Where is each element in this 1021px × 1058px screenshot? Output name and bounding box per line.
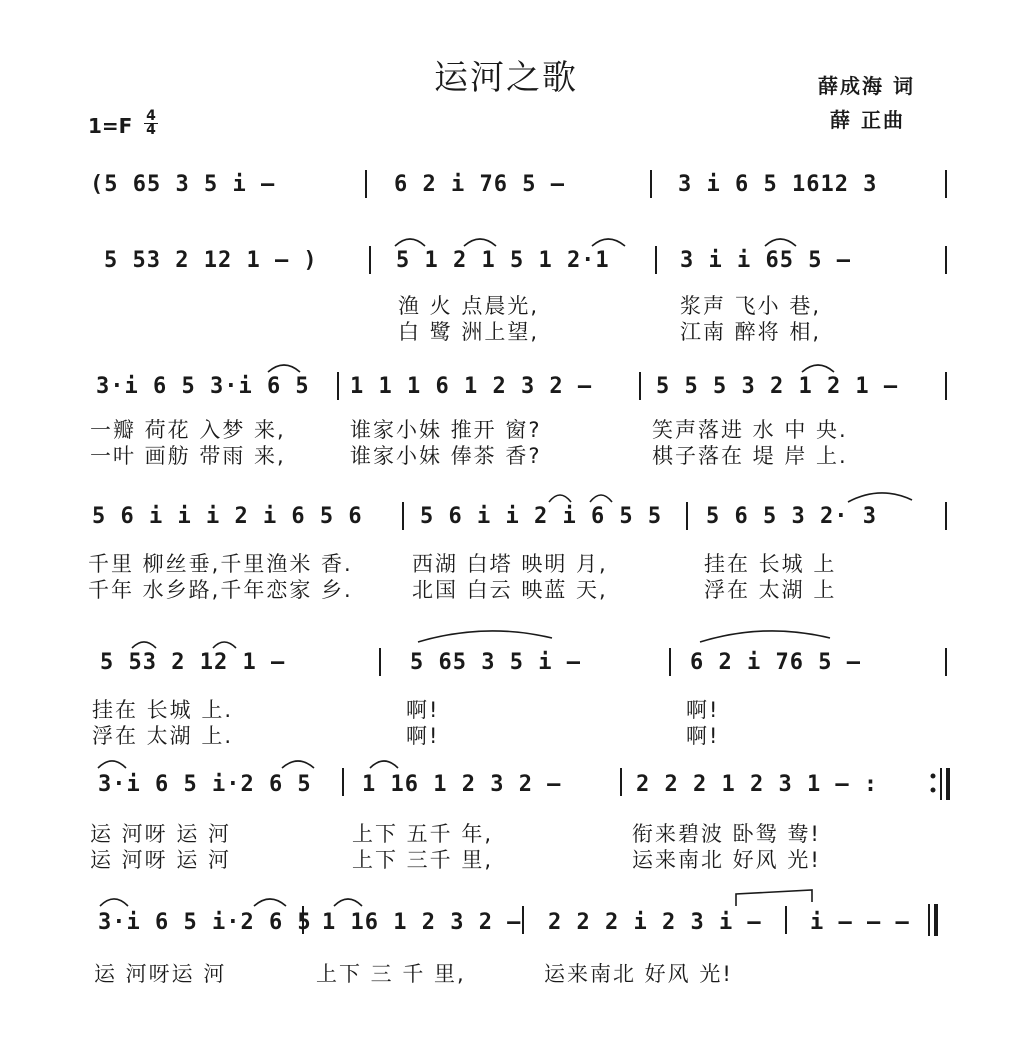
key-signature: 1=F bbox=[88, 114, 133, 138]
bracket bbox=[736, 890, 812, 906]
measure: 5 53 2 12 1 – bbox=[100, 650, 286, 675]
lyric: 一叶 画舫 带雨 来, bbox=[90, 444, 286, 468]
measure: 3·i 6 5 i·2 6 5 bbox=[98, 772, 312, 797]
tie bbox=[590, 495, 612, 502]
tie bbox=[464, 239, 496, 246]
lyric: 谁家小妹 俸茶 香? bbox=[350, 444, 542, 468]
measure: 5 1 2 1 5 1 2·1 bbox=[396, 248, 610, 273]
lyric: 运 河呀运 河 bbox=[94, 962, 227, 986]
lyric: 啊! bbox=[406, 724, 440, 748]
lyric: 挂在 长城 上 bbox=[704, 552, 837, 576]
lyric: 一瓣 荷花 入梦 来, bbox=[90, 418, 286, 442]
lyric: 千里 柳丝垂,千里渔米 香. bbox=[88, 552, 353, 576]
measure: 3 i i 65 5 – bbox=[680, 248, 851, 273]
lyric: 上下 五千 年, bbox=[352, 822, 494, 846]
composer-credit: 薛 正曲 bbox=[830, 108, 905, 132]
repeat-dot bbox=[931, 774, 936, 779]
tie bbox=[254, 899, 286, 906]
measure: 5 5 5 3 2 1 2 1 – bbox=[656, 374, 899, 399]
lyric: 上下 三 千 里, bbox=[316, 962, 466, 986]
tie bbox=[395, 239, 425, 246]
tie bbox=[282, 761, 314, 768]
lyric: 运 河呀 运 河 bbox=[90, 848, 232, 872]
lyric: 啊! bbox=[406, 698, 440, 722]
tie bbox=[132, 642, 156, 648]
measure: i – – – bbox=[810, 910, 910, 935]
measure: 3·i 6 5 i·2 6 5 bbox=[98, 910, 312, 935]
tie bbox=[848, 493, 912, 502]
tie bbox=[268, 365, 300, 372]
lyric: 西湖 白塔 映明 月, bbox=[412, 552, 608, 576]
measure: 6 2 i 76 5 – bbox=[690, 650, 861, 675]
tie bbox=[765, 239, 796, 246]
lyric: 浮在 太湖 上. bbox=[92, 724, 234, 748]
measure: (5 65 3 5 i – bbox=[90, 172, 276, 197]
measure: 1 16 1 2 3 2 – bbox=[362, 772, 562, 797]
tie bbox=[370, 761, 398, 768]
lyric: 谁家小妹 推开 窗? bbox=[350, 418, 542, 442]
tie bbox=[98, 761, 126, 768]
tie bbox=[700, 631, 830, 642]
measure: 1 1 1 6 1 2 3 2 – bbox=[350, 374, 593, 399]
measure: 2 2 2 i 2 3 i – bbox=[548, 910, 762, 935]
measure: 5 53 2 12 1 – ) bbox=[104, 248, 318, 273]
measure: 6 2 i 76 5 – bbox=[394, 172, 565, 197]
song-title: 运河之歌 bbox=[434, 58, 578, 98]
lyric: 啊! bbox=[686, 698, 720, 722]
lyric: 江南 醉将 相, bbox=[680, 320, 822, 344]
lyric: 运 河呀 运 河 bbox=[90, 822, 232, 846]
measure: 5 6 i i 2 i 6 5 5 bbox=[420, 504, 663, 529]
tie bbox=[213, 642, 236, 648]
lyric: 渔 火 点晨光, bbox=[398, 294, 540, 318]
lyric: 浆声 飞小 巷, bbox=[680, 294, 822, 318]
repeat-dot bbox=[931, 788, 936, 793]
lyricist-credit: 薛成海 词 bbox=[818, 74, 915, 98]
measure: 3 i 6 5 1612 3 bbox=[678, 172, 878, 197]
tie bbox=[802, 365, 834, 372]
lyric: 挂在 长城 上. bbox=[92, 698, 234, 722]
lyric: 棋子落在 堤 岸 上. bbox=[652, 444, 848, 468]
tie bbox=[418, 631, 552, 642]
tie bbox=[334, 899, 362, 906]
time-signature-top: 4 bbox=[146, 108, 156, 124]
lyric: 上下 三千 里, bbox=[352, 848, 494, 872]
lyric: 浮在 太湖 上 bbox=[704, 578, 837, 602]
tie bbox=[549, 495, 571, 502]
tie bbox=[100, 899, 128, 906]
tie bbox=[592, 239, 625, 246]
time-signature-bottom: 4 bbox=[144, 123, 158, 137]
measure: 5 6 5 3 2· 3 bbox=[706, 504, 877, 529]
lyric: 北国 白云 映蓝 天, bbox=[412, 578, 608, 602]
lyric: 笑声落进 水 中 央. bbox=[652, 418, 848, 442]
lyric: 运来南北 好风 光! bbox=[544, 962, 733, 986]
lyric: 白 鹭 洲上望, bbox=[398, 320, 540, 344]
lyric: 千年 水乡路,千年恋家 乡. bbox=[88, 578, 353, 602]
lyric: 啊! bbox=[686, 724, 720, 748]
lyric: 运来南北 好风 光! bbox=[632, 848, 821, 872]
measure: 2 2 2 1 2 3 1 – : bbox=[636, 772, 879, 797]
lyric: 衔来碧波 卧鸳 鸯! bbox=[632, 822, 821, 846]
measure: 3·i 6 5 3·i 6 5 bbox=[96, 374, 310, 399]
measure: 5 65 3 5 i – bbox=[410, 650, 581, 675]
measure: 1 16 1 2 3 2 – bbox=[322, 910, 522, 935]
measure: 5 6 i i i 2 i 6 5 6 bbox=[92, 504, 363, 529]
